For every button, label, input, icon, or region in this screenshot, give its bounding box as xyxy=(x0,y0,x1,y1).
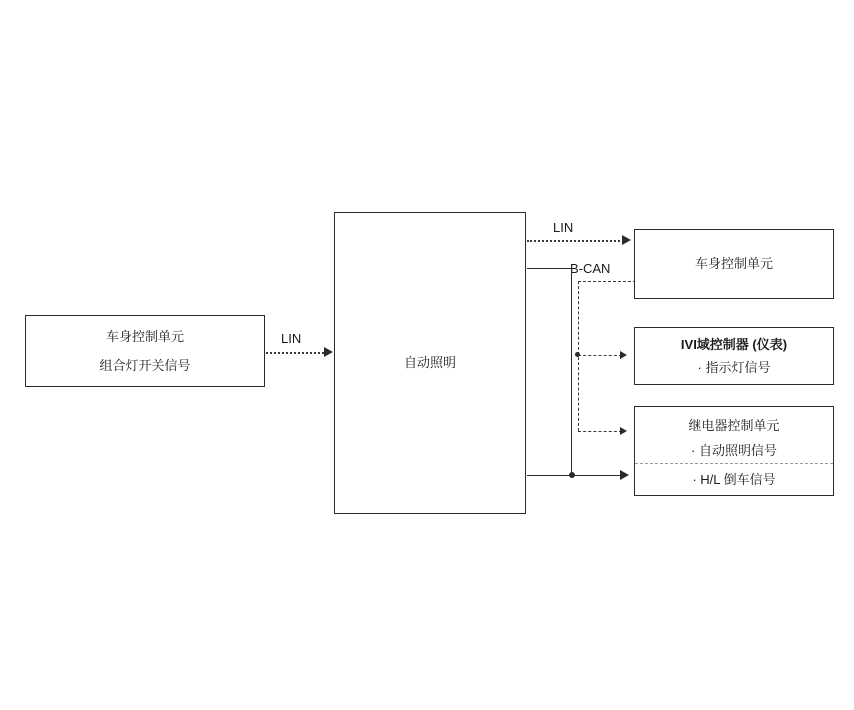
bcan-branch-bcm-horizontal xyxy=(578,281,636,282)
edge-lin-input-line xyxy=(266,352,324,354)
node-relay-divider xyxy=(635,463,833,464)
node-relay-signal-secondary: · H/L 倒车信号 xyxy=(692,472,776,487)
node-body-control-unit-label: 车身控制单元 xyxy=(694,256,773,272)
bcan-branch-ivi-arrow xyxy=(620,351,627,359)
edge-lin-input-arrow xyxy=(324,347,333,357)
bcan-branch-ivi-horizontal xyxy=(578,355,622,356)
node-auto-lighting[interactable] xyxy=(334,212,526,514)
node-ivi-title: IVI域控制器 (仪表) xyxy=(680,336,788,352)
node-source-line2: 组合灯开关信号 xyxy=(99,357,191,373)
node-ivi-signal: · 指示灯信号 xyxy=(697,360,771,375)
node-relay-control-unit[interactable] xyxy=(634,406,834,496)
edge-label-lin-output: LIN xyxy=(553,220,574,235)
edge-lin-output-line xyxy=(527,240,624,242)
edge-lin-output-arrow xyxy=(622,235,631,245)
edge-hl-reverse-arrow xyxy=(620,470,629,480)
node-relay-title: 继电器控制单元 xyxy=(688,418,780,433)
node-source-line1: 车身控制单元 xyxy=(105,329,184,344)
node-auto-lighting-label: 自动照明 xyxy=(403,355,456,371)
bcan-trunk-top-horizontal xyxy=(527,268,573,269)
bcan-junction-solid xyxy=(569,472,575,478)
bcan-branch-relay-arrow xyxy=(620,427,627,435)
node-source-body-control-unit[interactable] xyxy=(25,315,265,387)
node-ivi-domain-controller[interactable] xyxy=(634,327,834,385)
bcan-branch-relay-horizontal xyxy=(578,431,622,432)
edge-label-lin-input: LIN xyxy=(281,331,302,346)
edge-label-bcan: B-CAN xyxy=(570,261,611,276)
node-body-control-unit[interactable] xyxy=(634,229,834,299)
bcan-junction-ivi xyxy=(575,352,580,357)
node-relay-signal: · 自动照明信号 xyxy=(691,442,777,458)
bcan-trunk-left-vertical xyxy=(571,268,572,475)
